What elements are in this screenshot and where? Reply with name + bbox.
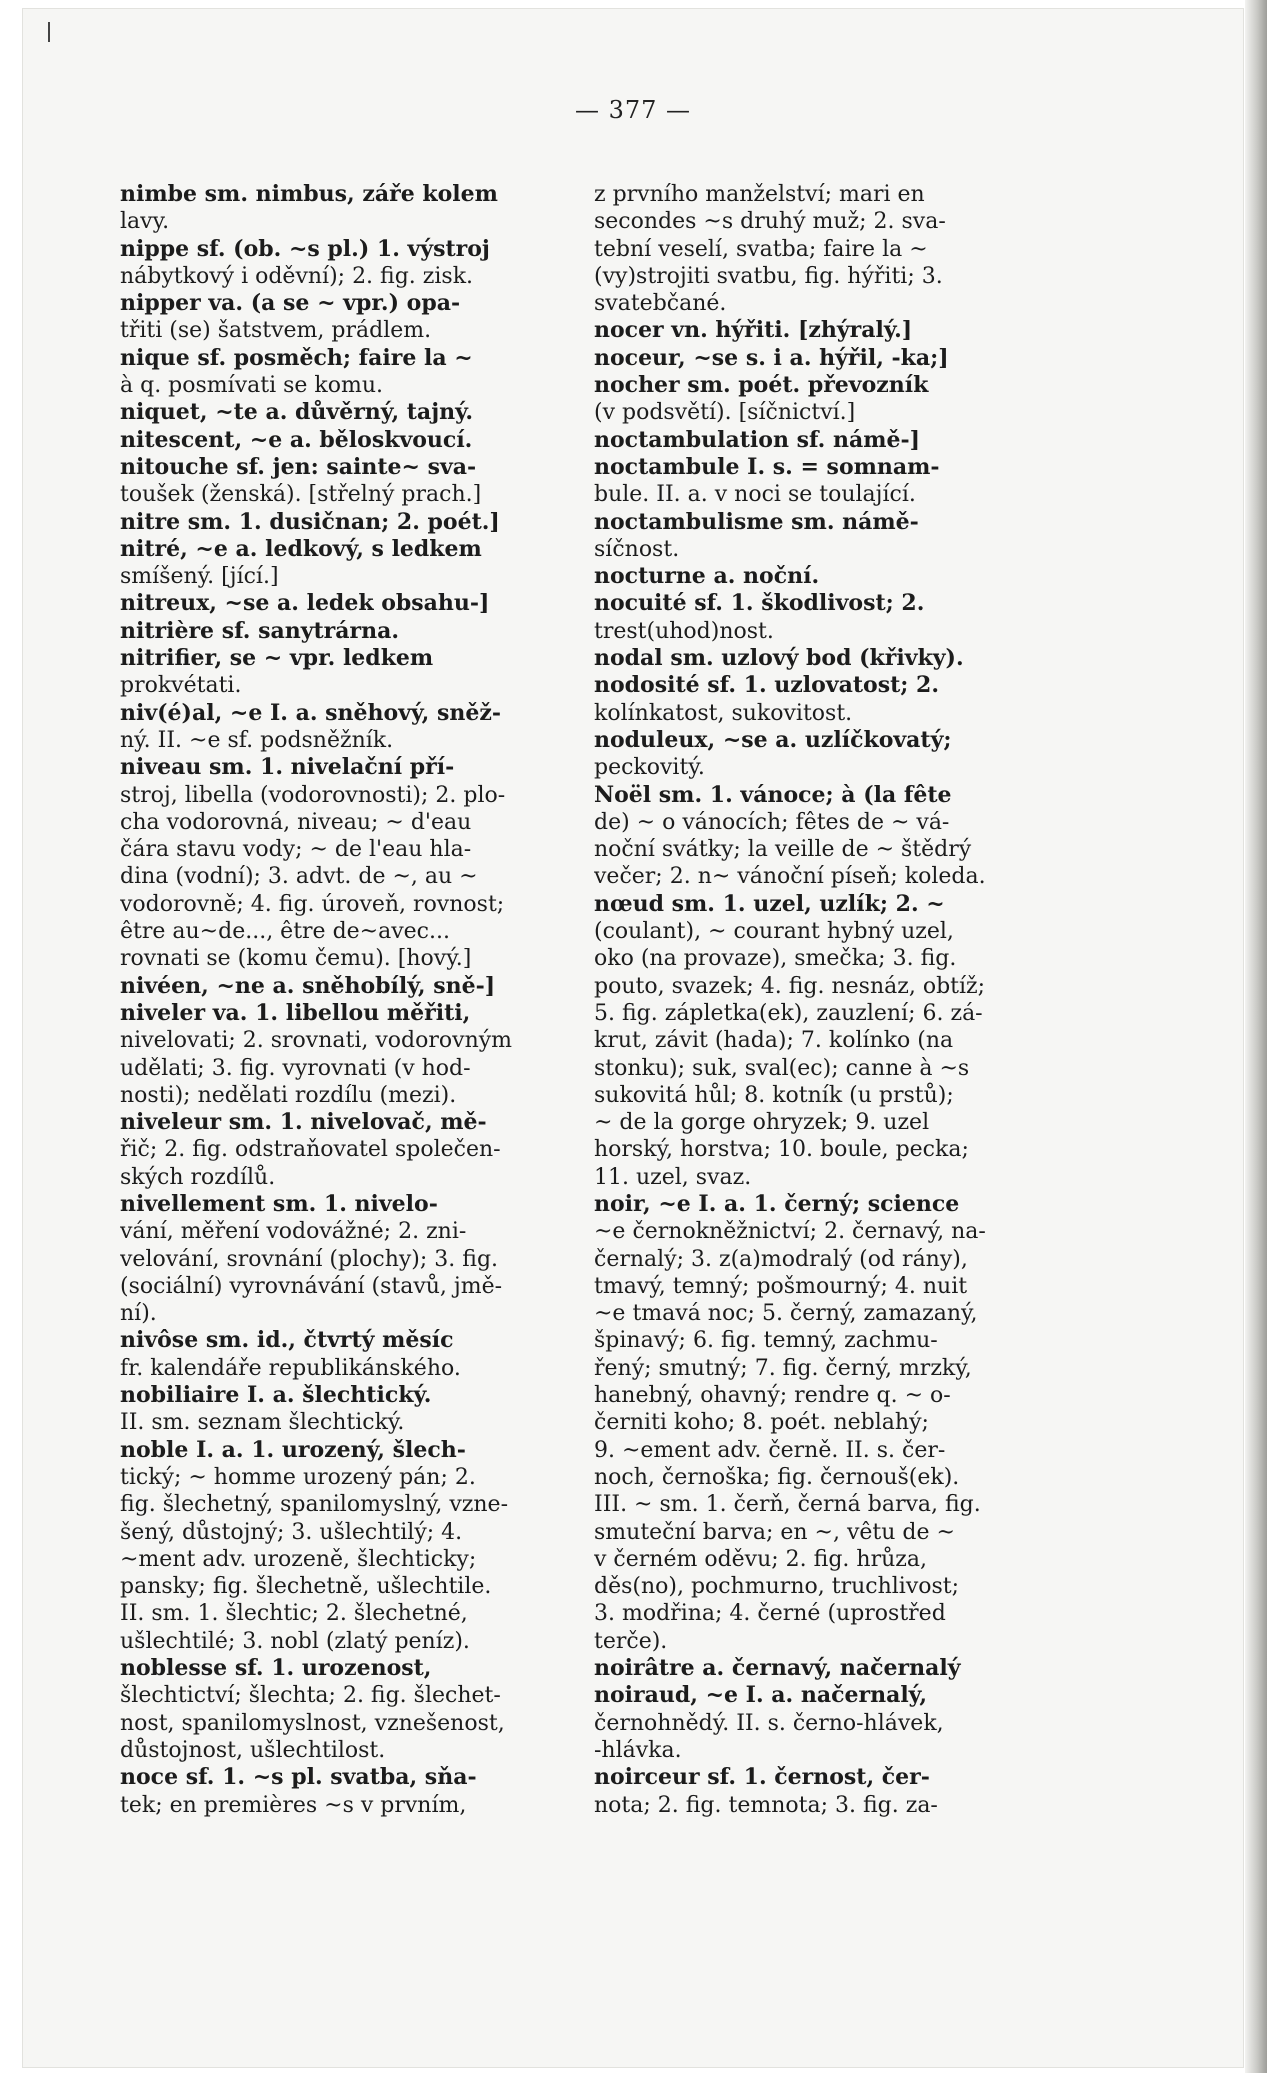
entry-headword-line: nocher sm. poét. převozník [594,372,929,399]
entry-line: řený; smutný; 7. fig. černý, mrzký, [594,1355,972,1381]
entry-line: kolínkatost, sukovitost. [594,700,853,726]
entry-headword-line: nippe sf. (ob. ~s pl.) 1. výstroj [120,235,490,262]
entry-headword-line: noctambulisme sm. námě- [594,508,919,535]
entry-line: třiti (se) šatstvem, prádlem. [120,318,432,344]
entry-line: rovnati se (komu čemu). [hový.] [120,946,472,972]
entry-line: v černém oděvu; 2. fig. hrůza, [594,1546,927,1572]
entry-line: svatebčané. [594,291,727,317]
entry-headword-line: noirâtre a. černavý, načernalý [594,1655,961,1682]
entry-headword-line: noir, ~e I. a. 1. černý; science [594,1190,960,1217]
entry-line: cha vodorovná, niveau; ~ d'eau [120,809,472,835]
entry-line: večer; 2. n~ vánoční píseň; koleda. [594,864,986,890]
entry-line: secondes ~s druhý muž; 2. sva- [594,209,946,235]
entry-line: stonku); suk, sval(ec); canne à ~s [594,1055,970,1081]
entry-line: fr. kalendáře republikánského. [120,1355,461,1381]
scan-mark [48,22,50,42]
entry-line: špinavý; 6. fig. temný, zachmu- [594,1328,938,1354]
entry-line: čára stavu vody; ~ de l'eau hla- [120,837,472,863]
entry-headword-line: nitreux, ~se a. ledek obsahu-] [120,590,490,617]
entry-headword-line: nitrifier, se ~ vpr. ledkem [120,645,434,672]
entry-line: nábytkový i oděvní); 2. fig. zisk. [120,263,474,289]
entry-headword-line: nivôse sm. id., čtvrtý měsíc [120,1327,454,1354]
entry-line: (vy)strojiti svatbu, fig. hýřiti; 3. [594,263,943,289]
entry-line: černalý; 3. z(a)modralý (od rány), [594,1246,968,1272]
entry-line: řič; 2. fig. odstraňovatel společen- [120,1137,501,1163]
entry-line: être au~de..., être de~avec... [120,919,450,945]
entry-line: tmavý, temný; pošmourný; 4. nuit [594,1273,968,1299]
entry-line: ských rozdílů. [120,1164,276,1190]
entry-line: tek; en premières ~s v prvním, [120,1792,467,1818]
entry-line: nivelovati; 2. srovnati, vodorovným [120,1028,513,1054]
entry-line: trest(uhod)nost. [594,618,774,644]
entry-line: vodorovně; 4. fig. úroveň, rovnost; [120,891,505,917]
entry-line: toušek (ženská). [střelný prach.] [120,482,482,508]
entry-line: nota; 2. fig. temnota; 3. fig. za- [594,1792,938,1818]
entry-line: (coulant), ~ courant hybný uzel, [594,919,954,945]
left-column [120,181,580,1819]
entry-line: ný. II. ~e sf. podsněžník. [120,727,394,753]
entry-line: černiti koho; 8. poét. neblahý; [594,1410,929,1436]
entry-headword-line: noctambule I. s. = somnam- [594,453,940,480]
entry-line: udělati; 3. fig. vyrovnati (v hod- [120,1055,471,1081]
entry-line: děs(no), pochmurno, truchlivost; [594,1574,960,1600]
entry-line: 3. modřina; 4. černé (uprostřed [594,1601,946,1627]
entry-line: III. ~ sm. 1. čerň, černá barva, fig. [594,1492,981,1518]
entry-line: peckovitý. [594,755,705,781]
entry-line: smuteční barva; en ~, vêtu de ~ [594,1519,955,1545]
entry-line: -hlávka. [594,1737,682,1763]
entry-headword-line: niveau sm. 1. nivelační pří- [120,754,455,781]
entry-headword-line: nitescent, ~e a. běloskvoucí. [120,426,473,453]
entry-headword-line: nodal sm. uzlový bod (křivky). [594,645,964,672]
entry-line: à q. posmívati se komu. [120,373,384,399]
entry-headword-line: nitre sm. 1. dusičnan; 2. poét.] [120,508,500,535]
entry-headword-line: niveler va. 1. libellou měřiti, [120,999,471,1026]
entry-line: šlechtictví; šlechta; 2. fig. šlechet- [120,1683,501,1709]
entry-line: šený, důstojný; 3. ušlechtilý; 4. [120,1519,463,1545]
entry-headword-line: noiraud, ~e I. a. načernalý, [594,1682,928,1709]
entry-line: 5. fig. zápletka(ek), zauzlení; 6. zá- [594,1000,983,1026]
entry-headword-line: nocer vn. hýřiti. [zhýralý.] [594,317,913,344]
page-edge-shadow [1245,0,1267,2073]
entry-headword-line: nodosité sf. 1. uzlovatost; 2. [594,672,939,699]
entry-line: II. sm. seznam šlechtický. [120,1410,405,1436]
entry-headword-line: nitrière sf. sanytrárna. [120,617,400,644]
entry-line: pansky; fig. šlechetně, ušlechtile. [120,1574,492,1600]
entry-line: krut, závit (hada); 7. kolínko (na [594,1028,954,1054]
entry-line: pouto, svazek; 4. fig. nesnáz, obtíž; [594,973,986,999]
entry-line: prokvétati. [120,673,242,699]
entry-headword-line: noble I. a. 1. urozený, šlech- [120,1436,466,1463]
entry-line: noch, černoška; fig. černouš(ek). [594,1464,960,1490]
entry-line: síčnost. [594,536,680,562]
entry-headword-line: noce sf. 1. ~s pl. svatba, sňa- [120,1764,477,1791]
entry-line: 9. ~ement adv. černě. II. s. čer- [594,1437,946,1463]
entry-line: bule. II. a. v noci se toulající. [594,482,916,508]
entry-line: (sociální) vyrovnávání (stavů, jmě- [120,1273,503,1299]
entry-headword-line: niveleur sm. 1. nivelovač, mě- [120,1109,487,1136]
entry-line: ~e tmavá noc; 5. černý, zamazaný, [594,1301,978,1327]
entry-line: vání, měření vodovážné; 2. zni- [120,1219,467,1245]
entry-line: ~ment adv. urozeně, šlechticky; [120,1546,477,1572]
entry-line: ~ de la gorge ohryzek; 9. uzel [594,1110,930,1136]
entry-headword-line: nipper va. (a se ~ vpr.) opa- [120,290,461,317]
entry-line: tický; ~ homme urozený pán; 2. [120,1464,476,1490]
entry-headword-line: nobiliaire I. a. šlechtický. [120,1382,432,1409]
entry-line: velování, srovnání (plochy); 3. fig. [120,1246,499,1272]
entry-headword-line: nocuité sf. 1. škodlivost; 2. [594,590,925,617]
entry-line: stroj, libella (vodorovnosti); 2. plo- [120,782,506,808]
entry-line: ~e černokněžnictví; 2. černavý, na- [594,1219,986,1245]
entry-line: terče). [594,1628,668,1654]
entry-line: oko (na provaze), smečka; 3. fig. [594,946,957,972]
entry-headword-line: nivéen, ~ne a. sněhobílý, sně-] [120,972,496,999]
entry-line: ušlechtilé; 3. nobl (zlatý peníz). [120,1628,470,1654]
entry-headword-line: niv(é)al, ~e I. a. sněhový, sněž- [120,699,501,726]
dictionary-page [22,8,1244,2068]
entry-headword-line: noirceur sf. 1. černost, čer- [594,1764,930,1791]
entry-headword-line: niquet, ~te a. důvěrný, tajný. [120,399,474,426]
entry-line: de) ~ o vánocích; fêtes de ~ vá- [594,809,950,835]
entry-headword-line: nitouche sf. jen: sainte~ sva- [120,453,477,480]
entry-line: 11. uzel, svaz. [594,1164,752,1190]
entry-headword-line: noctambulation sf. námě-] [594,426,921,453]
entry-headword-line: nimbe sm. nimbus, záře kolem [120,181,498,207]
entry-line: smíšený. [jící.] [120,564,279,590]
page-number: — 377 — [574,96,692,124]
entry-line: důstojnost, ušlechtilost. [120,1737,386,1763]
entry-line: fig. šlechetný, spanilomyslný, vzne- [120,1492,508,1518]
entry-headword-line: nique sf. posměch; faire la ~ [120,344,473,371]
right-column [594,181,1054,1819]
entry-line: hanebný, ohavný; rendre q. ~ o- [594,1383,951,1409]
entry-line: černohnědý. II. s. černo-hlávek, [594,1710,944,1736]
entry-line: sukovitá hůl; 8. kotník (u prstů); [594,1082,954,1108]
entry-line: II. sm. 1. šlechtic; 2. šlechetné, [120,1601,468,1627]
entry-line: tební veselí, svatba; faire la ~ [594,236,928,262]
entry-line: dina (vodní); 3. advt. de ~, au ~ [120,864,478,890]
entry-line: horský, horstva; 10. boule, pecka; [594,1137,969,1163]
entry-headword-line: noblesse sf. 1. urozenost, [120,1655,432,1682]
entry-line: z prvního manželství; mari en [594,182,925,207]
entry-headword-line: Noël sm. 1. vánoce; à (la fête [594,781,952,808]
entry-headword-line: noduleux, ~se a. uzlíčkovatý; [594,726,952,753]
entry-headword-line: nœud sm. 1. uzel, uzlík; 2. ~ [594,890,945,917]
entry-headword-line: nivellement sm. 1. nivelo- [120,1190,438,1217]
entry-line: ní). [120,1301,157,1327]
entry-headword-line: noceur, ~se s. i a. hýřil, -ka;] [594,344,949,371]
entry-headword-line: nocturne a. noční. [594,563,820,590]
entry-headword-line: nitré, ~e a. ledkový, s ledkem [120,535,482,562]
entry-line: nost, spanilomyslnost, vznešenost, [120,1710,505,1736]
entry-line: nosti); nedělati rozdílu (mezi). [120,1082,457,1108]
entry-line: lavy. [120,209,170,235]
entry-line: (v podsvětí). [síčnictví.] [594,400,856,426]
entry-line: noční svátky; la veille de ~ štědrý [594,837,972,863]
